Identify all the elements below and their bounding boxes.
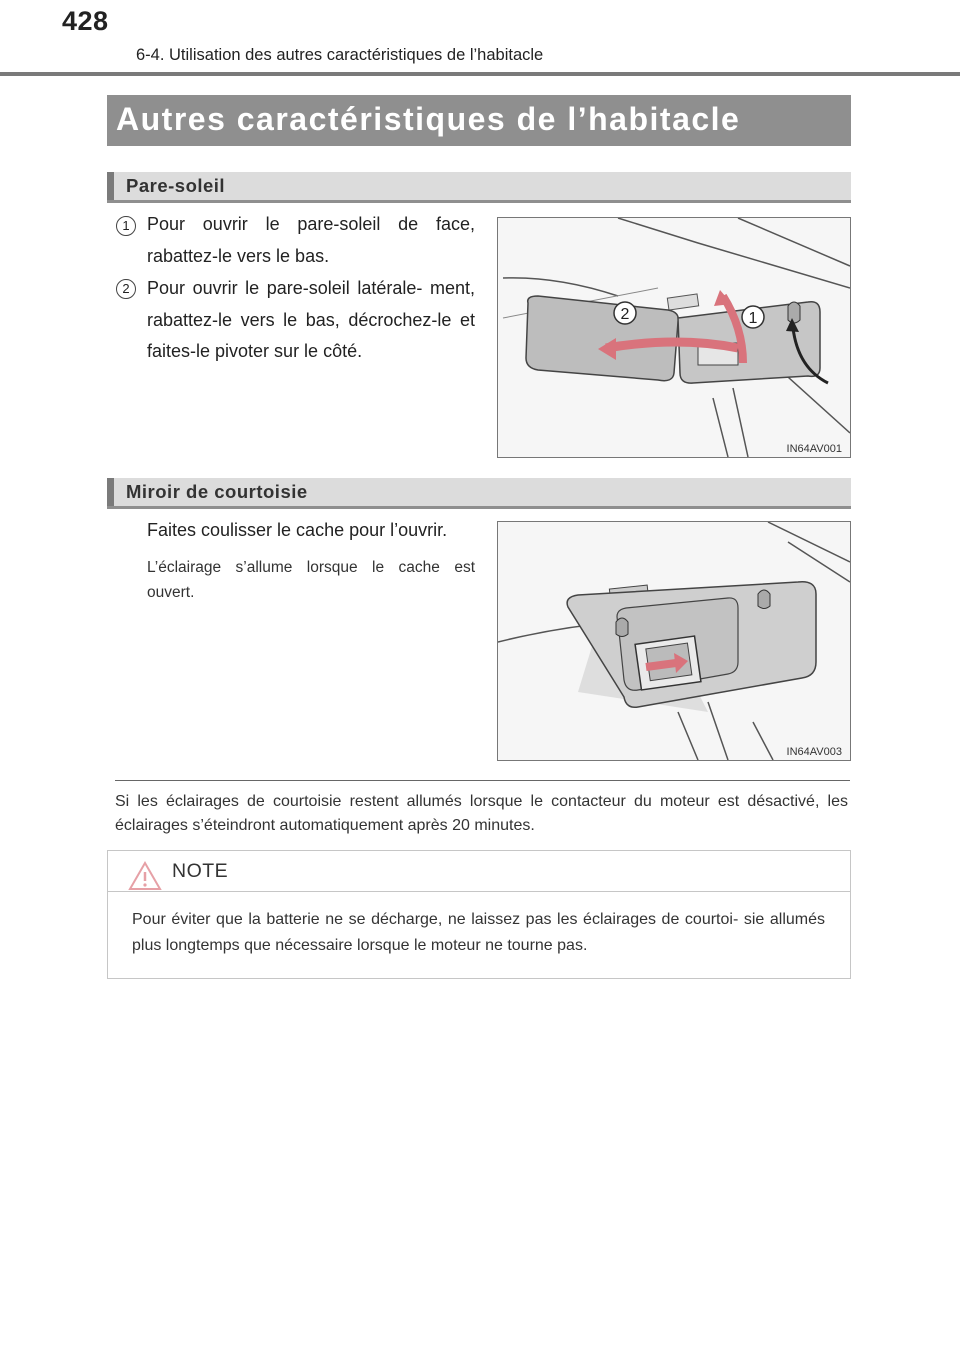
info-rule [115, 780, 850, 781]
caution-box [107, 850, 851, 979]
vanity-mirror-illustration [498, 522, 850, 760]
caution-title: NOTE [172, 860, 229, 882]
vanity-mirror-figure [497, 521, 851, 761]
warning-icon [128, 861, 162, 891]
figure-code: IN64AV003 [786, 746, 842, 758]
sun-visor-figure [497, 217, 851, 458]
sun-visor-illustration [498, 218, 850, 457]
caution-divider [108, 891, 850, 892]
caution-text: Pour éviter que la batterie ne se décharge, ne laissez pas les éclairages de courtoi- sie allumés plus longtemps que nécessaire lorsque le moteur ne tourne pas. [132, 911, 825, 954]
section-accent [107, 478, 114, 506]
page-number: 428 [62, 6, 109, 36]
page-title: Autres caractéristiques de l’habitacle [116, 101, 741, 137]
running-header: 6-4. Utilisation des autres caractéristiques de l’habitacle [136, 46, 544, 64]
instruction-note: L’éclairage s’allume lorsque le cache est ouvert. [147, 559, 475, 601]
instruction-text: Faites coulisser le cache pour l’ouvrir. [147, 520, 448, 540]
section-header-sun-visor [107, 172, 851, 203]
info-paragraph: Si les éclairages de courtoisie restent allumés lorsque le contacteur du moteur est désactivé, les éclairages s’éteindront automatiquement après 20 minutes. [115, 793, 848, 834]
step-text: Pour ouvrir le pare-soleil de face, rabattez-le vers le bas. [147, 214, 475, 266]
step-number: 1 [116, 216, 136, 236]
callout-label: 2 [620, 306, 630, 323]
step-number: 2 [116, 279, 136, 299]
step-text: Pour ouvrir le pare-soleil latérale- ment, rabattez-le vers le bas, décrochez-le et faites-le pivoter sur le côté. [147, 278, 475, 361]
section-title: Miroir de courtoisie [126, 481, 308, 502]
section-title: Pare-soleil [126, 175, 226, 196]
figure-code: IN64AV001 [786, 443, 842, 455]
section-accent [107, 172, 114, 200]
header-rule [0, 72, 960, 76]
section-header-vanity-mirror [107, 478, 851, 509]
callout-label: 1 [748, 310, 758, 327]
